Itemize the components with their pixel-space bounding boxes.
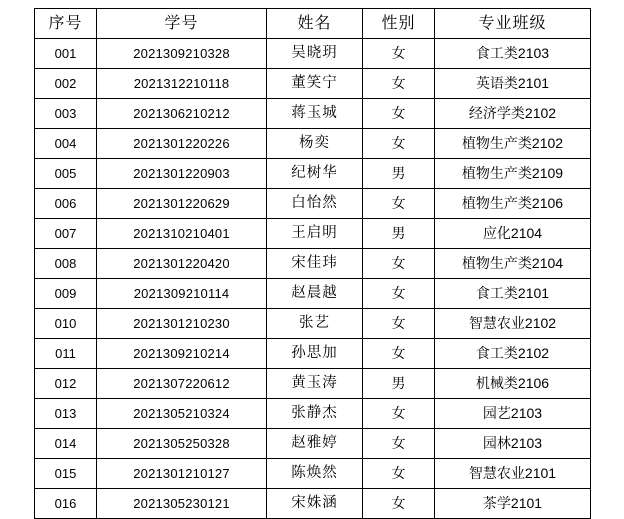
cell-gender: 女 xyxy=(363,189,435,219)
cell-seq: 008 xyxy=(35,249,97,279)
cell-sid: 2021309210328 xyxy=(97,39,267,69)
cell-gender: 女 xyxy=(363,129,435,159)
table-row xyxy=(35,279,591,309)
cell-gender: 女 xyxy=(363,69,435,99)
cell-seq: 015 xyxy=(35,459,97,489)
table-row xyxy=(35,99,591,129)
column-header-gender: 性别 xyxy=(363,9,435,39)
cell-gender: 女 xyxy=(363,99,435,129)
table-row xyxy=(35,459,591,489)
cell-major: 智慧农业2101 xyxy=(435,459,591,489)
cell-name: 董笑宁 xyxy=(267,69,363,99)
cell-gender: 女 xyxy=(363,279,435,309)
cell-name: 孙思加 xyxy=(267,339,363,369)
cell-major: 植物生产类2104 xyxy=(435,249,591,279)
cell-name: 赵雅婷 xyxy=(267,429,363,459)
table-body xyxy=(35,39,591,519)
table-row xyxy=(35,369,591,399)
cell-sid: 2021312210118 xyxy=(97,69,267,99)
cell-name: 宋姝涵 xyxy=(267,489,363,519)
table-row xyxy=(35,399,591,429)
table-row xyxy=(35,219,591,249)
cell-gender: 女 xyxy=(363,399,435,429)
cell-seq: 003 xyxy=(35,99,97,129)
cell-name: 白怡然 xyxy=(267,189,363,219)
cell-sid: 2021306210212 xyxy=(97,99,267,129)
cell-major: 植物生产类2102 xyxy=(435,129,591,159)
cell-sid: 2021301220629 xyxy=(97,189,267,219)
cell-sid: 2021309210214 xyxy=(97,339,267,369)
cell-sid: 2021301210127 xyxy=(97,459,267,489)
cell-major: 经济学类2102 xyxy=(435,99,591,129)
cell-major: 食工类2102 xyxy=(435,339,591,369)
table-row xyxy=(35,429,591,459)
cell-sid: 2021305210324 xyxy=(97,399,267,429)
cell-major: 园林2103 xyxy=(435,429,591,459)
column-header-name: 姓名 xyxy=(267,9,363,39)
cell-sid: 2021309210114 xyxy=(97,279,267,309)
cell-gender: 女 xyxy=(363,339,435,369)
cell-major: 植物生产类2106 xyxy=(435,189,591,219)
table-row xyxy=(35,159,591,189)
cell-name: 杨奕 xyxy=(267,129,363,159)
cell-major: 园艺2103 xyxy=(435,399,591,429)
table-row xyxy=(35,69,591,99)
cell-major: 食工类2103 xyxy=(435,39,591,69)
cell-name: 陈焕然 xyxy=(267,459,363,489)
cell-sid: 2021301220903 xyxy=(97,159,267,189)
cell-seq: 006 xyxy=(35,189,97,219)
cell-name: 赵晨越 xyxy=(267,279,363,309)
cell-seq: 007 xyxy=(35,219,97,249)
cell-seq: 013 xyxy=(35,399,97,429)
cell-seq: 009 xyxy=(35,279,97,309)
table-header xyxy=(35,9,591,39)
table-header-row xyxy=(35,9,591,39)
cell-gender: 女 xyxy=(363,429,435,459)
cell-major: 食工类2101 xyxy=(435,279,591,309)
table-row xyxy=(35,339,591,369)
table-row xyxy=(35,39,591,69)
column-header-seq: 序号 xyxy=(35,9,97,39)
cell-seq: 002 xyxy=(35,69,97,99)
table-row xyxy=(35,189,591,219)
cell-seq: 005 xyxy=(35,159,97,189)
cell-sid: 2021305250328 xyxy=(97,429,267,459)
cell-seq: 016 xyxy=(35,489,97,519)
column-header-student-id: 学号 xyxy=(97,9,267,39)
column-header-major-class: 专业班级 xyxy=(435,9,591,39)
cell-seq: 004 xyxy=(35,129,97,159)
table-row xyxy=(35,129,591,159)
cell-name: 张静杰 xyxy=(267,399,363,429)
cell-name: 张艺 xyxy=(267,309,363,339)
cell-major: 英语类2101 xyxy=(435,69,591,99)
table-row xyxy=(35,249,591,279)
cell-major: 智慧农业2102 xyxy=(435,309,591,339)
cell-gender: 女 xyxy=(363,249,435,279)
cell-sid: 2021301210230 xyxy=(97,309,267,339)
cell-sid: 2021305230121 xyxy=(97,489,267,519)
cell-sid: 2021307220612 xyxy=(97,369,267,399)
cell-major: 植物生产类2109 xyxy=(435,159,591,189)
cell-seq: 001 xyxy=(35,39,97,69)
cell-name: 王启明 xyxy=(267,219,363,249)
cell-gender: 女 xyxy=(363,309,435,339)
table-row xyxy=(35,309,591,339)
cell-gender: 男 xyxy=(363,369,435,399)
cell-major: 茶学2101 xyxy=(435,489,591,519)
cell-name: 吴晓玥 xyxy=(267,39,363,69)
cell-major: 应化2104 xyxy=(435,219,591,249)
cell-gender: 女 xyxy=(363,459,435,489)
cell-sid: 2021310210401 xyxy=(97,219,267,249)
cell-seq: 014 xyxy=(35,429,97,459)
cell-seq: 011 xyxy=(35,339,97,369)
cell-name: 宋佳玮 xyxy=(267,249,363,279)
cell-name: 纪树华 xyxy=(267,159,363,189)
cell-gender: 女 xyxy=(363,39,435,69)
cell-gender: 男 xyxy=(363,219,435,249)
cell-major: 机械类2106 xyxy=(435,369,591,399)
cell-name: 黄玉涛 xyxy=(267,369,363,399)
cell-seq: 012 xyxy=(35,369,97,399)
cell-sid: 2021301220420 xyxy=(97,249,267,279)
cell-seq: 010 xyxy=(35,309,97,339)
cell-sid: 2021301220226 xyxy=(97,129,267,159)
cell-name: 蒋玉城 xyxy=(267,99,363,129)
cell-gender: 女 xyxy=(363,489,435,519)
student-roster-table xyxy=(34,8,591,519)
cell-gender: 男 xyxy=(363,159,435,189)
